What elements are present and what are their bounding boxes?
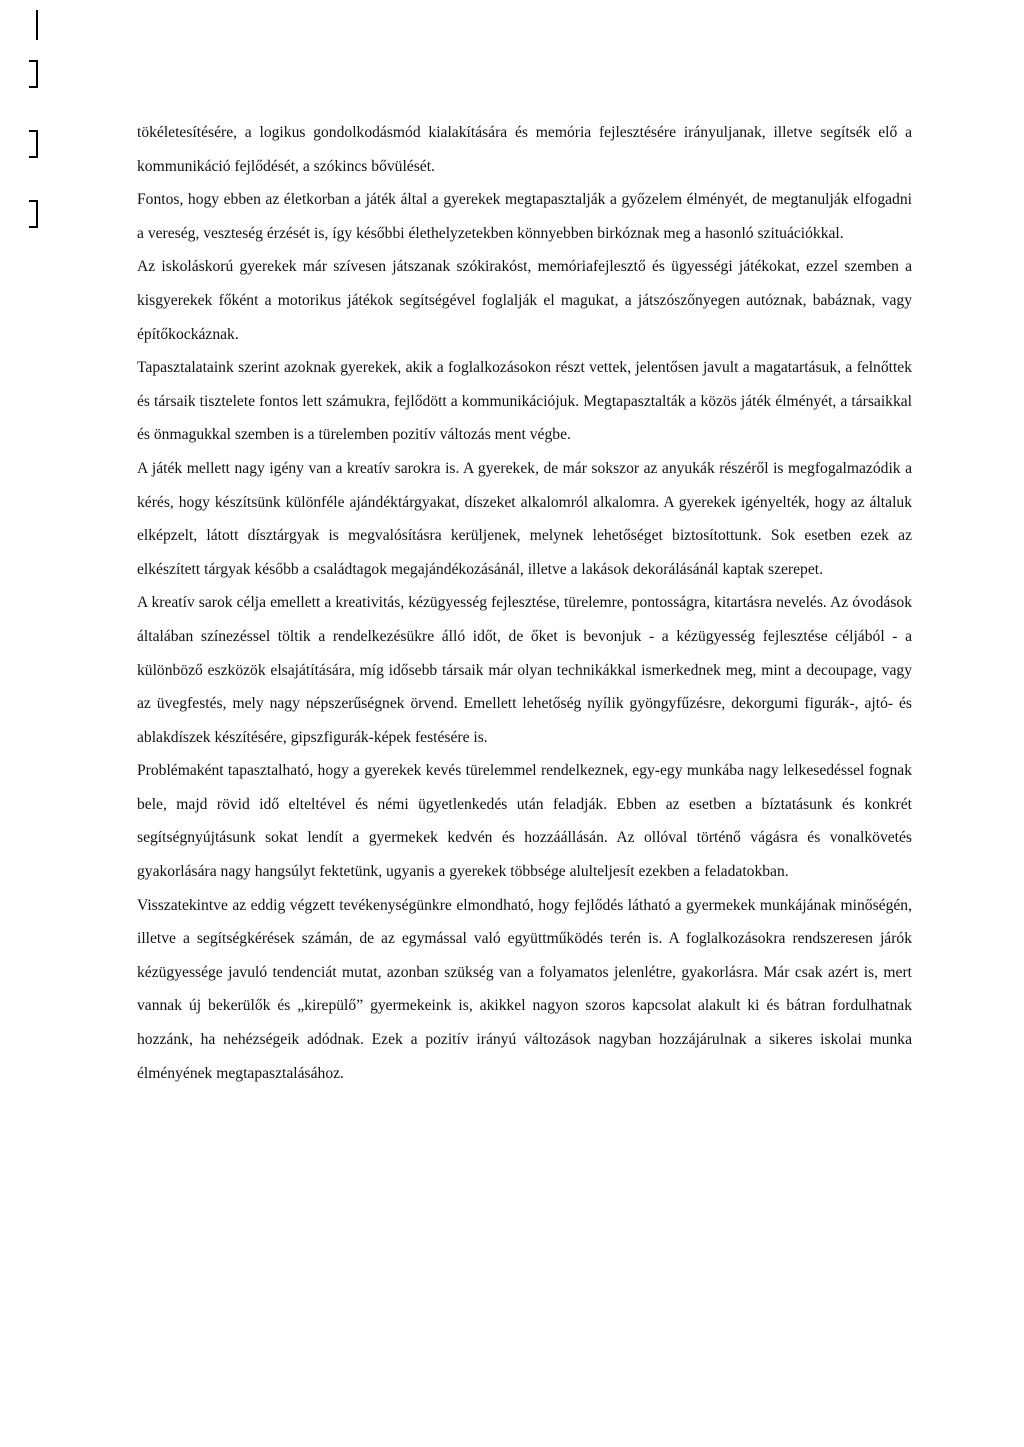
paragraph: Tapasztalataink szerint azoknak gyerekek, akik a foglalkozásokon részt vettek, jelentősen javult a magatartásuk, a felnőttek és társaik tisztelete fontos lett számukra, fejlődött a kommunikációjuk. Megtapasztalták a közös játék élményét, a társaikkal és önmagukkal szemben is a türelemben pozitív változás ment végbe. xyxy=(137,359,912,444)
binding-mark-line xyxy=(36,130,38,158)
paragraph: Fontos, hogy ebben az életkorban a játék által a gyerekek megtapasztalják a győzelem élményét, de megtanulják elfogadni a vereség, veszteség érzését is, így későbbi élethelyzetekben könnyebben birkóznak meg a hasonló szituációkkal. xyxy=(137,191,912,242)
binding-marks xyxy=(28,0,42,270)
paragraph: Az iskoláskorú gyerekek már szívesen játszanak szókirakóst, memóriafejlesztő és ügyességi játékokat, ezzel szemben a kisgyerekek főként a motorikus játékok segítségével foglalják el magukat, a játszószőnyegen autóznak, babáznak, vagy építőkockáznak. xyxy=(137,258,912,343)
binding-mark-line xyxy=(36,200,38,228)
paragraph: A játék mellett nagy igény van a kreatív sarokra is. A gyerekek, de már sokszor az anyukák részéről is megfogalmazódik a kérés, hogy készítsünk különféle ajándéktárgyakat, díszeket alkalomról alkalomra. A gyerekek igényelték, hogy az általuk elképzelt, látott dísztárgyak is megvalósításra kerüljenek, melynek lehetőséget biztosítottunk. Sok esetben ezek az elkészített tárgyak később a családtagok megajándékozásánál, illetve a lakások dekorálásánál kaptak szerepet. xyxy=(137,459,912,578)
binding-mark-tick xyxy=(29,86,38,88)
binding-mark-tick xyxy=(29,130,38,132)
paragraph: Problémaként tapasztalható, hogy a gyerekek kevés türelemmel rendelkeznek, egy-egy munkába nagy lelkesedéssel fognak bele, majd rövid idő elteltével és némi ügyetlenkedés után feladják. Ebben az esetben a bíztatásunk és konkrét segítségnyújtásunk sokat lendít a gyermekek kedvén és hozzáállásán. Az ollóval történő vágásra és vonalkövetés gyakorlására nagy hangsúlyt fektetünk, ugyanis a gyerekek többsége alulteljesít ezekben a feladatokban. xyxy=(137,762,912,881)
binding-mark-line xyxy=(36,10,38,40)
body-text xyxy=(137,116,912,1090)
binding-mark-tick xyxy=(29,226,38,228)
binding-mark-tick xyxy=(29,156,38,158)
binding-mark-line xyxy=(36,60,38,88)
binding-mark-tick xyxy=(29,60,38,62)
binding-mark-tick xyxy=(29,200,38,202)
paragraph: Visszatekintve az eddig végzett tevékenységünkre elmondható, hogy fejlődés látható a gyermekek munkájának minőségén, illetve a segítségkérések számán, de az egymással való együttműködés terén is. A foglalkozásokra rendszeresen járók kézügyessége javuló tendenciát mutat, azonban szükség van a folyamatos jelenlétre, gyakorlásra. Már csak azért is, mert vannak új bekerülők és „kirepülő” gyermekeink is, akikkel nagyon szoros kapcsolat alakult ki és bátran fordulhatnak hozzánk, ha nehézségeik adódnak. Ezek a pozitív irányú változások nagyban hozzájárulnak a sikeres iskolai munka élményének megtapasztalásához. xyxy=(137,896,912,1082)
paragraph: A kreatív sarok célja emellett a kreativitás, kézügyesség fejlesztése, türelemre, pontosságra, kitartásra nevelés. Az óvodások általában színezéssel töltik a rendelkezésükre álló időt, de őket is bevonjuk - a kézügyesség fejlesztése céljából - a különböző eszközök elsajátítására, míg idősebb társaik már olyan technikákkal ismerkednek meg, mint a decoupage, vagy az üvegfestés, mely nagy népszerűségnek örvend. Emellett lehetőség nyílik gyöngyfűzésre, dekorgumi figurák-, ajtó- és ablakdíszek készítésére, gipszfigurák-képek festésére is. xyxy=(137,594,912,746)
paragraph: tökéletesítésére, a logikus gondolkodásmód kialakítására és memória fejlesztésére irányuljanak, illetve segítsék elő a kommunikáció fejlődését, a szókincs bővülését. xyxy=(137,124,912,175)
